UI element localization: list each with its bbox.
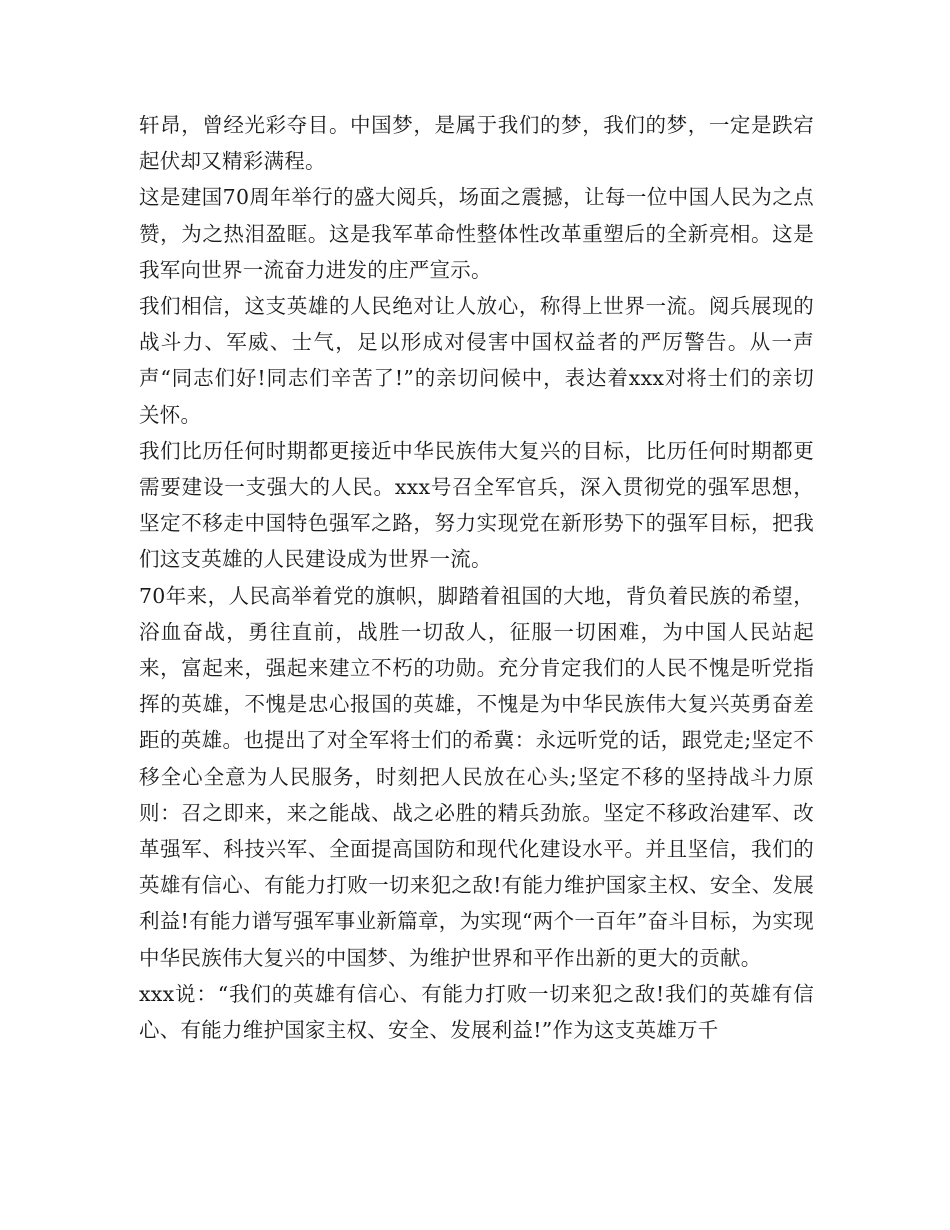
paragraph-3: 我们相信，这支英雄的人民绝对让人放心，称得上世界一流。阅兵展现的战斗力、军威、士气，足以形成对侵害中国权益者的严厉警告。从一声声“同志们好!同志们辛苦了!”的亲切问候中，表达着xxx对将士们的亲切关怀。 (139, 294, 814, 427)
paragraph-4: 我们比历任何时期都更接近中华民族伟大复兴的目标，比历任何时期都更需要建设一支强大的人民。xxx号召全军官兵，深入贯彻党的强军思想，坚定不移走中国特色强军之路，努力实现党在新形势下的强军目标，把我们这支英雄的人民建设成为世界一流。 (139, 438, 814, 572)
paragraph-1: 轩昂，曾经光彩夺目。中国梦，是属于我们的梦，我们的梦，一定是跌宕起伏却又精彩满程。 (139, 113, 814, 174)
paragraph-6: xxx说：“我们的英雄有信心、有能力打败一切来犯之敌!我们的英雄有信心、有能力维护国家主权、安全、发展利益!”作为这支英雄万千 (139, 981, 814, 1043)
paragraph-5: 70年来，人民高举着党的旗帜，脚踏着祖国的大地，背负着民族的希望，浴血奋战，勇往直前，战胜一切敌人，征服一切困难，为中国人民站起来，富起来，强起来建立不朽的功勋。充分肯定我们的人民不愧是听党指挥的英雄，不愧是忠心报国的英雄，不愧是为中华民族伟大复兴英勇奋差距的英雄。也提出了对全军将士们的希冀：永远听党的话，跟党走;坚定不移全心全意为人民服务，时刻把人民放在心头;坚定不移的坚持战斗力原则：召之即来，来之能战、战之必胜的精兵劲旅。坚定不移政治建军、改革强军、科技兴军、全面提高国防和现代化建设水平。并且坚信，我们的英雄有信心、有能力打败一切来犯之敌!有能力维护国家主权、安全、发展利益!有能力谱写强军事业新篇章，为实现“两个一百年”奋斗目标，为实现中华民族伟大复兴的中国梦、为维护世界和平作出新的更大的贡献。 (139, 583, 814, 970)
paragraph-2: 这是建国70周年举行的盛大阅兵，场面之震撼，让每一位中国人民为之点赞，为之热泪盈眶。这是我军革命性整体性改革重塑后的全新亮相。这是我军向世界一流奋力进发的庄严宣示。 (139, 185, 814, 282)
document-body (139, 107, 814, 1048)
